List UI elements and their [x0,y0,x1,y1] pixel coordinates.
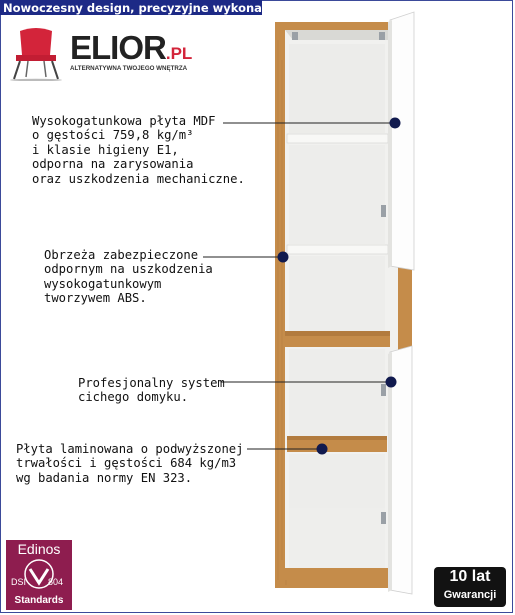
brand-wordmark: ELIOR.PL [70,29,193,66]
edinos-standards-label: Standards [14,595,64,606]
edinos-standards-badge [6,540,72,610]
edinos-dsi: DSI [11,577,27,587]
callout-dot-4 [317,444,328,455]
edinos-number: 804 [48,577,64,587]
warranty-badge [434,567,506,607]
brand-tagline: ALTERNATYWNA TWOJEGO WNĘTRZA [70,65,188,72]
callout-soft-close: Profesjonalny system cichego domyku. [78,376,225,405]
callout-dot-3 [386,377,397,388]
callout-abs-edges: Obrzeża zabezpieczone odpornym na uszkodzenia wysokogatunkowym tworzywem ABS. [44,248,213,306]
callout-dot-1 [390,118,401,129]
edinos-title: Edinos [17,541,61,557]
callout-mdf: Wysokogatunkowa płyta MDF o gęstości 759,8 kg/m³ i klasie higieny E1, odporna na zarysowania oraz uszkodzenia mechaniczne. [32,114,245,186]
warranty-label: Gwarancji [443,589,497,601]
callout-laminate: Płyta laminowana o podwyższonej trwałości i gęstości 684 kg/m3 wg badania normy EN 323. [16,442,244,485]
header-tagline: Nowoczesny design, precyzyjne wykonanie! [3,1,288,15]
callout-dot-2 [278,252,289,263]
upper-door [388,12,414,270]
warranty-years: 10 lat [449,568,491,585]
